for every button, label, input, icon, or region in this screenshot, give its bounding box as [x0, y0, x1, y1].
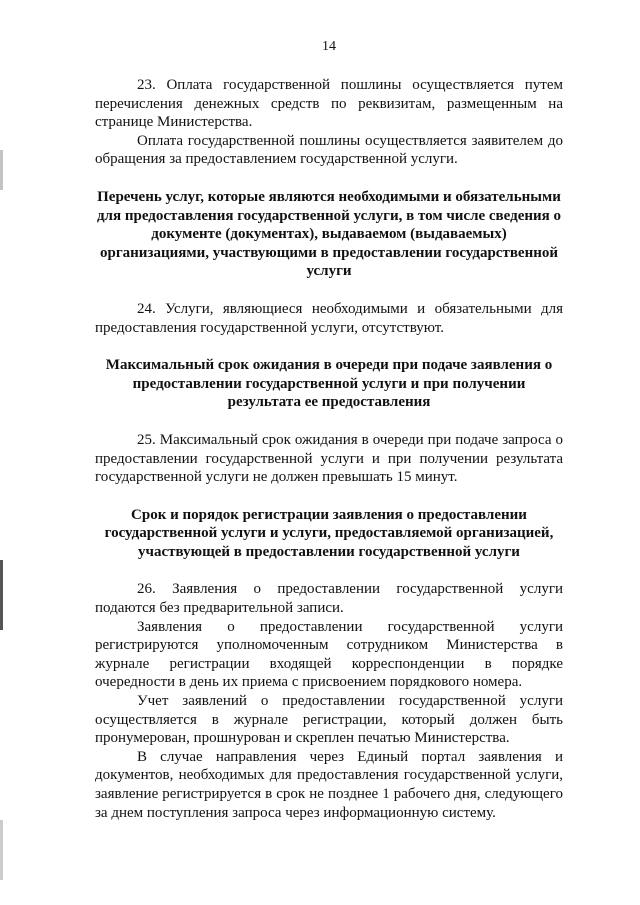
- paragraph-26-journal: Учет заявлений о предоставлении государственной услуги осуществляется в журнале регистрации, который должен быть пронумерован, прошнурован и скреплен печатью Министерства.: [95, 693, 563, 747]
- paragraph-23-fee-timing: Оплата государственной пошлины осуществляется заявителем до обращения за предоставлением государственной услуги.: [95, 132, 563, 168]
- paragraph-26: 26. Заявления о предоставлении государственной услуги подаются без предварительной записи.: [95, 581, 563, 617]
- heading-registration-procedure: Срок и порядок регистрации заявления о предоставлении государственной услуги и услуги, предоставляемой организацией, участвующей в предоставлении государственной услуги: [104, 506, 554, 560]
- paragraph-26-portal: В случае направления через Единый портал заявления и документов, необходимых для предоставления государственной услуги, заявление регистрируется в срок не позднее 1 рабочего дня, следующего за днем поступления запроса через информационную систему.: [95, 748, 563, 821]
- paragraph-24: 24. Услуги, являющиеся необходимыми и обязательными для предоставления государственной услуги, отсутствуют.: [95, 300, 563, 336]
- paragraph-26-registration: Заявления о предоставлении государственной услуги регистрируются уполномоченным сотрудником Министерства в журнале регистрации входящей корреспонденции в порядке очередности в день их приема с присвоением порядкового номера.: [95, 618, 563, 691]
- scan-edge-mark: [0, 820, 3, 880]
- scan-edge-mark: [0, 560, 3, 630]
- scan-edge-mark: [0, 150, 3, 190]
- heading-required-services: Перечень услуг, которые являются необходимыми и обязательными для предоставления государственной услуги, в том числе сведения о документе (документах), выдаваемом (выдаваемых) организациями, участвующими в предоставлении государственной услуги: [96, 188, 562, 280]
- paragraph-23: 23. Оплата государственной пошлины осуществляется путем перечисления денежных средств по реквизитам, размещенным на странице Министерства.: [95, 77, 563, 131]
- heading-max-wait-time: Максимальный срок ожидания в очереди при подаче заявления о предоставлении государственной услуги и при получении результата ее предоставления: [105, 357, 553, 411]
- page-number: 14: [322, 39, 336, 54]
- paragraph-25: 25. Максимальный срок ожидания в очереди при подаче запроса о предоставлении государственной услуги и при получении результата государственной услуги не должен превышать 15 минут.: [95, 431, 563, 486]
- document-page: [95, 38, 563, 822]
